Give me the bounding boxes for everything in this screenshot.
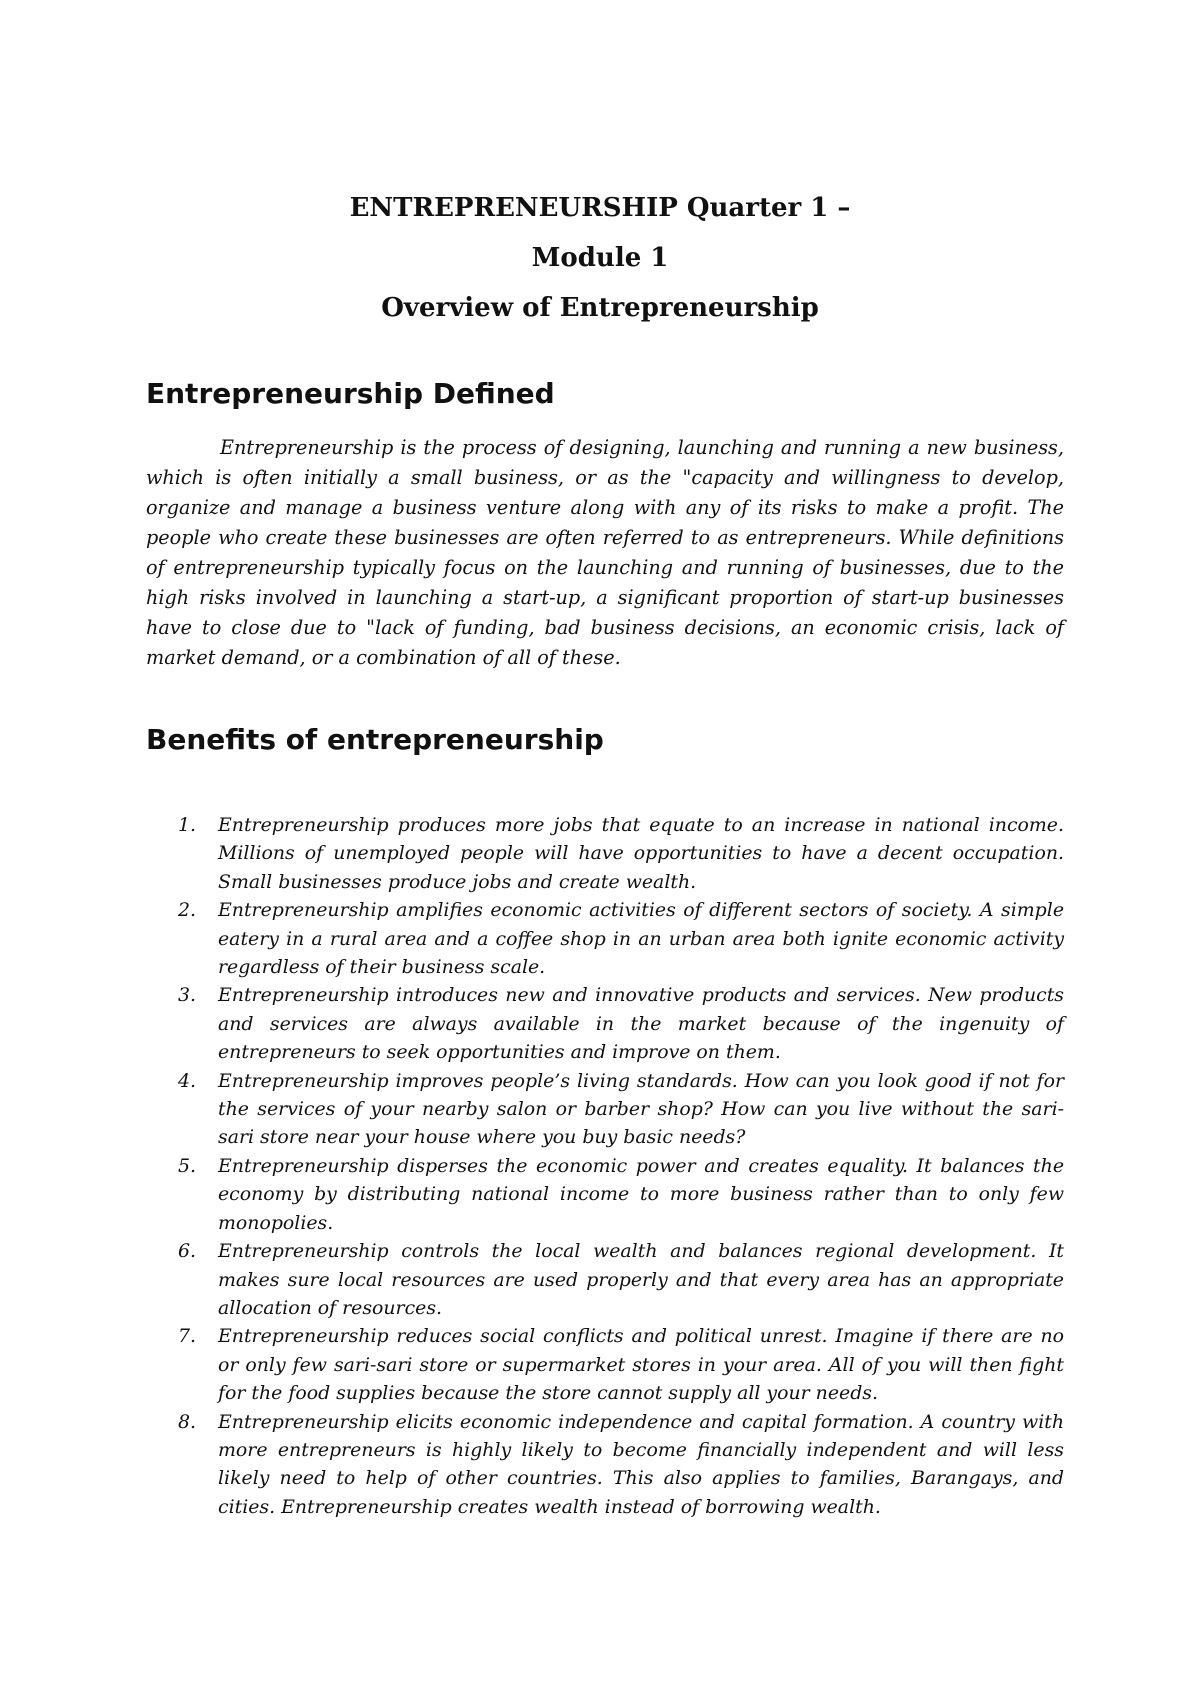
list-item-number: 2. <box>178 899 197 922</box>
list-item-number: 3. <box>178 984 197 1007</box>
list-item-number: 6. <box>178 1240 197 1263</box>
title-line-topic: Overview of Entrepreneurship <box>381 293 819 323</box>
list-item-number: 1. <box>178 814 197 836</box>
section-heading-benefits: Benefits of entrepreneurship <box>146 723 604 756</box>
list-item-text: Entrepreneurship improves people’s living standards. How can you look good if not for the services of your nearby salon or barber shop? How can you live without the sari-sari store near your house where you buy basic needs? <box>218 1069 1064 1149</box>
list-item <box>146 1067 1064 1152</box>
list-item-text: Entrepreneurship amplifies economic activities of different sectors of society. A simple eatery in a rural area and a coffee shop in an urban area both ignite economic activity regardless of their business scale. <box>218 899 1064 979</box>
list-item <box>146 1237 1064 1322</box>
document-title <box>0 190 1200 340</box>
section-heading-defined: Entrepreneurship Defined <box>146 377 555 410</box>
list-item <box>146 1152 1064 1237</box>
definition-paragraph: Entrepreneurship is the process of designing, launching and running a new business, which is often initially a small business, or as the "capacity and willingness to develop, organize and manage a business venture along with any of its risks to make a profit. The people who create these businesses are often referred to as entrepreneurs. While definitions of entrepreneurship typically focus on the launching and running of businesses, due to the high risks involved in launching a start-up, a significant proportion of start-up businesses have to close due to "lack of funding, bad business decisions, an economic crisis, lack of market demand, or a combination of all of these. <box>146 436 1064 669</box>
list-item-text: Entrepreneurship controls the local wealth and balances regional development. It makes sure local resources are used properly and that every area has an appropriate allocation of resources. <box>218 1240 1064 1319</box>
list-item-number: 7. <box>178 1325 197 1348</box>
list-item-text: Entrepreneurship produces more jobs that equate to an increase in national income. Millions of unemployed people will have opportunities to have a decent occupation. Small businesses produce jobs and create wealth. <box>218 814 1064 893</box>
title-line-subject: ENTREPRENEURSHIP Quarter 1 – <box>349 193 851 223</box>
list-item-number: 8. <box>178 1410 197 1433</box>
list-item-number: 5. <box>178 1154 197 1177</box>
list-item <box>146 896 1064 981</box>
list-item <box>146 811 1064 896</box>
benefits-list <box>146 811 1064 1521</box>
list-item-number: 4. <box>178 1069 197 1092</box>
list-item <box>146 1322 1064 1407</box>
list-item-text: Entrepreneurship reduces social conflicts and political unrest. Imagine if there are no or only few sari-sari store or supermarket stores in your area. All of you will then fight for the food supplies because the store cannot supply all your needs. <box>218 1325 1064 1405</box>
list-item <box>146 1408 1064 1522</box>
list-item-text: Entrepreneurship introduces new and innovative products and services. New products and services are always available in the market because of the ingenuity of entrepreneurs to seek opportunities and improve on them. <box>218 984 1064 1064</box>
list-item <box>146 981 1064 1066</box>
list-item-text: Entrepreneurship elicits economic independence and capital formation. A country with more entrepreneurs is highly likely to become financially independent and will less likely need to help of other countries. This also applies to families, Barangays, and cities. Entrepreneurship creates wealth instead of borrowing wealth. <box>218 1410 1064 1518</box>
list-item-text: Entrepreneurship disperses the economic power and creates equality. It balances the economy by distributing national income to more business rather than to only few monopolies. <box>218 1154 1064 1234</box>
title-line-module: Module 1 <box>531 243 669 273</box>
